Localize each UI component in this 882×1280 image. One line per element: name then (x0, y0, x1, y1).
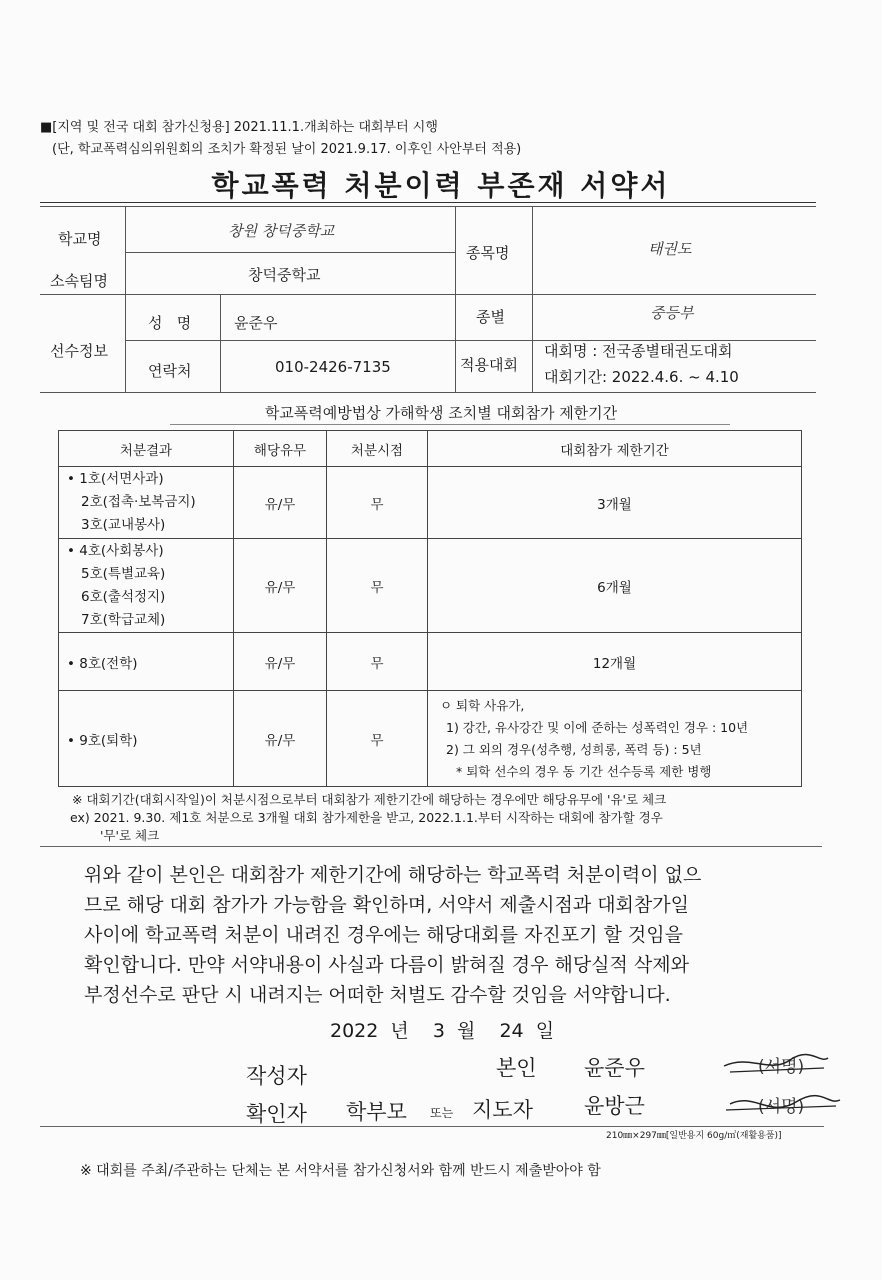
pledge-line: 확인합니다. 만약 서약내용이 사실과 다름이 밝혀질 경우 해당실적 삭제와 (84, 954, 689, 976)
school-label: 학교명 (58, 230, 102, 248)
applicable-cell: 유/무 (234, 539, 327, 633)
result-line: • 1호(서면사과) (67, 471, 164, 487)
name-label: 성 명 (148, 314, 192, 332)
col-header-limit: 대회참가 제한기간 (428, 431, 802, 467)
header-line-2: (단, 학교폭력심의위원회의 조치가 확정된 날이 2021.9.17. 이후인 사안부터 적용) (52, 142, 522, 157)
penalty-table (58, 430, 802, 787)
info-bottom-rule (40, 392, 816, 393)
table-row (59, 691, 802, 787)
contact-value: 010-2426-7135 (275, 358, 391, 376)
info-rule-school (125, 252, 455, 253)
event-value: 태권도 (648, 240, 692, 258)
limit-line: * 퇴학 선수의 경우 동 기간 선수등록 제한 병행 (456, 763, 712, 779)
self-signature-scribble (720, 1044, 830, 1084)
date-day: 24 (499, 1020, 524, 1042)
document-title: 학교폭력 처분이력 부존재 서약서 (211, 169, 671, 202)
applicable-cell: 유/무 (234, 633, 327, 691)
col-header-result: 처분결과 (59, 431, 234, 467)
limit-line: 2) 그 외의 경우(성추행, 성희롱, 폭력 등) : 5년 (446, 741, 702, 757)
pledge-line: 위와 같이 본인은 대회참가 제한기간에 해당하는 학교폭력 처분이력이 없으 (84, 864, 702, 886)
result-line: • 4호(사회봉사) (67, 542, 164, 559)
date-month-unit: 월 (457, 1020, 476, 1042)
pledge-date (330, 1016, 554, 1043)
limit-cell: 12개월 (428, 633, 802, 691)
timing-cell: 무 (327, 539, 428, 633)
pledge-paragraph (84, 860, 820, 1010)
name-value: 윤준우 (234, 314, 278, 332)
coach-label: 지도자 (472, 1098, 533, 1122)
result-line: • 8호(전학) (67, 655, 138, 672)
school-value: 창원 창덕중학교 (228, 222, 335, 240)
confirmer-label: 확인자 (246, 1102, 307, 1126)
table-row (59, 467, 802, 539)
result-line: 7호(학급교체) (81, 611, 166, 628)
note-1: ※ 대회기간(대회시작일)이 처분시점으로부터 대회참가 제한기간에 해당하는 경우에만 해당유무에 '유'로 체크 (72, 792, 667, 807)
section-underline (170, 424, 730, 425)
self-label: 본인 (496, 1056, 537, 1080)
info-rule-team (40, 294, 816, 295)
date-year-unit: 년 (390, 1020, 409, 1042)
col-header-timing: 처분시점 (327, 431, 428, 467)
header-line-1: ■[지역 및 전국 대회 참가신청용] 2021.11.1.개최하는 대회부터 시행 (40, 120, 438, 135)
self-name: 윤준우 (584, 1056, 645, 1080)
result-cell (59, 633, 234, 691)
footer-note: ※ 대회를 주최/주관하는 단체는 본 서약서를 참가신청서와 함께 반드시 제출받아야 함 (80, 1163, 601, 1179)
info-vline-3 (455, 206, 456, 392)
category-label: 종별 (476, 308, 505, 326)
team-value: 창덕중학교 (248, 266, 321, 284)
info-vline-4 (532, 206, 533, 392)
info-top-rule-2 (40, 206, 816, 207)
limit-cell: 6개월 (428, 539, 802, 633)
writer-label: 작성자 (246, 1064, 307, 1088)
competition-name: 대회명 : 전국종별태권도대회 (544, 342, 733, 360)
player-info-label: 선수정보 (50, 342, 108, 360)
timing-cell: 무 (327, 467, 428, 539)
result-line: • 9호(퇴학) (67, 732, 138, 749)
penalty-header-row (59, 431, 802, 467)
timing-cell: 무 (327, 633, 428, 691)
or-label: 또는 (430, 1106, 454, 1120)
self-sign-mark: (서명) (758, 1057, 805, 1077)
category-value: 중등부 (650, 304, 694, 322)
limit-cell: 3개월 (428, 467, 802, 539)
col-header-applicable: 해당유무 (234, 431, 327, 467)
limit-cell (428, 691, 802, 787)
timing-cell: 무 (327, 691, 428, 787)
pledge-line: 사이에 학교폭력 처분이 내려진 경우에는 해당대회를 자진포기 할 것임을 (84, 924, 683, 946)
result-line: 2호(접촉·보복금지) (81, 494, 196, 510)
limit-line: ㅇ 퇴학 사유가, (440, 697, 525, 713)
signature-rule (40, 1126, 824, 1127)
competition-period: 대회기간: 2022.4.6. ~ 4.10 (544, 368, 739, 386)
result-cell (59, 539, 234, 633)
applicable-cell: 유/무 (234, 691, 327, 787)
pledge-line: 므로 해당 대회 참가가 가능함을 확인하며, 서약서 제출시점과 대회참가일 (84, 894, 689, 916)
applicable-cell: 유/무 (234, 467, 327, 539)
result-line: 5호(특별교육) (81, 565, 166, 582)
result-line: 3호(교내봉사) (81, 517, 166, 533)
date-month: 3 (432, 1020, 445, 1042)
paper-spec: 210㎜×297㎜[일반용지 60g/㎡(재활용품)] (606, 1131, 782, 1141)
team-label: 소속팀명 (50, 272, 108, 290)
confirmer-signature-scribble (724, 1084, 844, 1124)
date-year: 2022 (330, 1020, 379, 1042)
result-line: 6호(출석정지) (81, 588, 166, 605)
parent-label: 학부모 (346, 1100, 407, 1124)
table-row (59, 539, 802, 633)
result-cell (59, 467, 234, 539)
info-vline-2 (220, 294, 221, 392)
notes-rule (40, 846, 822, 847)
result-cell (59, 691, 234, 787)
section-title: 학교폭력예방법상 가해학생 조치별 대회참가 제한기간 (264, 404, 618, 422)
note-2: ex) 2021. 9.30. 제1호 처분으로 3개월 대회 참가제한을 받고, 2022.1.1.부터 시작하는 대회에 참가할 경우 (70, 810, 663, 825)
contact-label: 연락처 (148, 362, 192, 380)
info-vline-1 (125, 206, 126, 392)
confirmer-name: 윤방근 (584, 1094, 645, 1118)
competition-label: 적용대회 (460, 356, 518, 374)
limit-line: 1) 강간, 유사강간 및 이에 준하는 성폭력인 경우 : 10년 (446, 719, 749, 735)
event-label: 종목명 (466, 244, 510, 262)
table-row (59, 633, 802, 691)
date-day-unit: 일 (535, 1020, 555, 1042)
pledge-line: 부정선수로 판단 시 내려지는 어떠한 처벌도 감수할 것임을 서약합니다. (84, 984, 671, 1006)
info-top-rule (40, 202, 816, 203)
confirmer-sign-mark: (서명) (758, 1097, 805, 1117)
note-3: '무'로 체크 (100, 828, 160, 843)
